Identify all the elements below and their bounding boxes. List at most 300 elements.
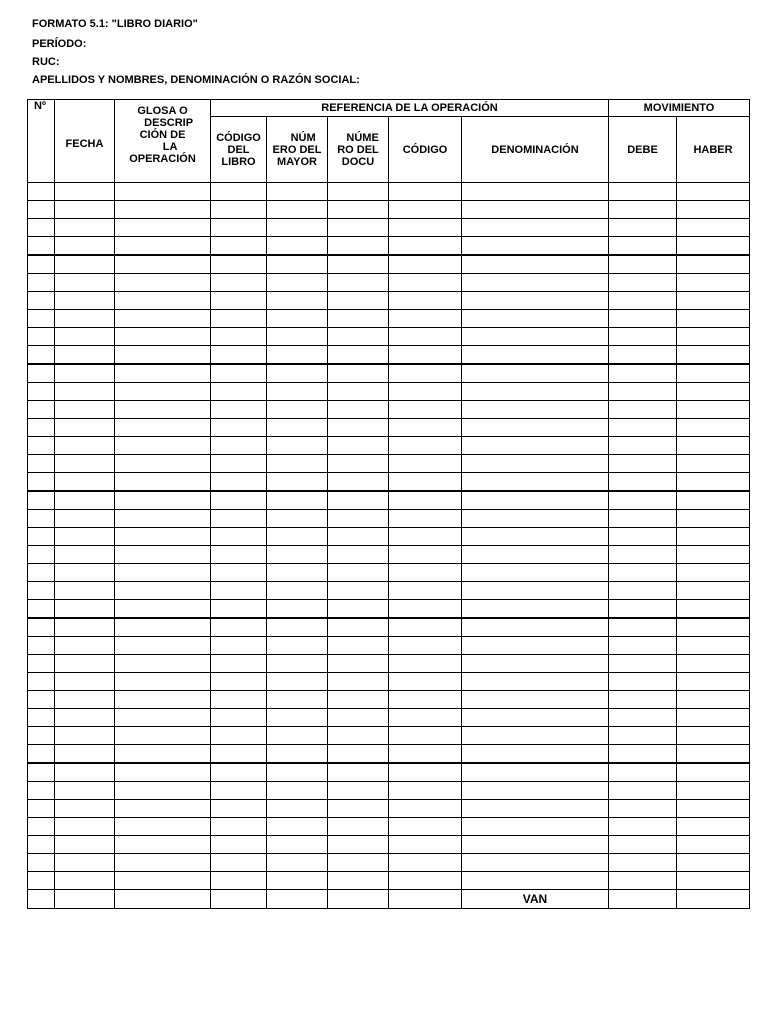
- cell-ledger-number[interactable]: [267, 564, 328, 582]
- cell-account-code[interactable]: [389, 419, 462, 437]
- cell-document-number[interactable]: [328, 691, 389, 709]
- cell-debit[interactable]: [609, 763, 677, 782]
- cell-date[interactable]: [55, 745, 115, 764]
- cell-book-code[interactable]: [211, 183, 267, 201]
- cell-ledger-number[interactable]: [267, 491, 328, 510]
- cell-account-name[interactable]: [462, 618, 609, 637]
- cell-document-number[interactable]: [328, 836, 389, 854]
- cell-account-code[interactable]: [389, 727, 462, 745]
- cell-account-name[interactable]: [462, 473, 609, 492]
- cell-ledger-number[interactable]: [267, 691, 328, 709]
- cell-account-code[interactable]: [389, 709, 462, 727]
- cell-debit[interactable]: [609, 546, 677, 564]
- cell-number[interactable]: [28, 491, 55, 510]
- cell-gloss[interactable]: [115, 219, 211, 237]
- cell-ledger-number[interactable]: [267, 709, 328, 727]
- cell-ledger-number[interactable]: [267, 255, 328, 274]
- cell-ledger-number[interactable]: [267, 745, 328, 764]
- cell-gloss[interactable]: [115, 800, 211, 818]
- cell-ledger-number[interactable]: [267, 582, 328, 600]
- cell-account-code[interactable]: [389, 401, 462, 419]
- cell-account-name[interactable]: [462, 510, 609, 528]
- cell-date[interactable]: [55, 546, 115, 564]
- cell-book-code[interactable]: [211, 836, 267, 854]
- cell-date[interactable]: [55, 473, 115, 492]
- cell-ledger-number[interactable]: [267, 637, 328, 655]
- cell-account-name[interactable]: [462, 346, 609, 365]
- cell-debit[interactable]: [609, 255, 677, 274]
- cell-account-name[interactable]: [462, 782, 609, 800]
- cell-ledger-number[interactable]: [267, 727, 328, 745]
- cell-gloss[interactable]: [115, 745, 211, 764]
- cell-account-name[interactable]: [462, 383, 609, 401]
- cell-account-code[interactable]: [389, 818, 462, 836]
- cell-book-code[interactable]: [211, 564, 267, 582]
- cell-gloss[interactable]: [115, 419, 211, 437]
- cell-account-code[interactable]: [389, 854, 462, 872]
- cell-gloss[interactable]: [115, 473, 211, 492]
- cell-book-code[interactable]: [211, 673, 267, 691]
- cell-account-code[interactable]: [389, 237, 462, 256]
- cell-gloss[interactable]: [115, 237, 211, 256]
- cell-number[interactable]: [28, 890, 55, 909]
- cell-gloss[interactable]: [115, 546, 211, 564]
- cell-debit[interactable]: [609, 582, 677, 600]
- cell-debit[interactable]: [609, 237, 677, 256]
- cell-book-code[interactable]: [211, 364, 267, 383]
- cell-date[interactable]: [55, 618, 115, 637]
- cell-credit[interactable]: [677, 292, 750, 310]
- cell-date[interactable]: [55, 691, 115, 709]
- cell-account-code[interactable]: [389, 346, 462, 365]
- cell-gloss[interactable]: [115, 328, 211, 346]
- cell-account-name[interactable]: [462, 237, 609, 256]
- cell-account-code[interactable]: [389, 836, 462, 854]
- cell-account-code[interactable]: [389, 274, 462, 292]
- cell-document-number[interactable]: [328, 274, 389, 292]
- cell-book-code[interactable]: [211, 655, 267, 673]
- cell-debit[interactable]: [609, 800, 677, 818]
- cell-number[interactable]: [28, 437, 55, 455]
- cell-number[interactable]: [28, 401, 55, 419]
- cell-document-number[interactable]: [328, 237, 389, 256]
- cell-date[interactable]: [55, 510, 115, 528]
- cell-number[interactable]: [28, 546, 55, 564]
- cell-account-code[interactable]: [389, 564, 462, 582]
- cell-number[interactable]: [28, 618, 55, 637]
- cell-ledger-number[interactable]: [267, 274, 328, 292]
- cell-document-number[interactable]: [328, 745, 389, 764]
- cell-debit[interactable]: [609, 818, 677, 836]
- cell-debit[interactable]: [609, 727, 677, 745]
- cell-document-number[interactable]: [328, 437, 389, 455]
- cell-debit[interactable]: [609, 274, 677, 292]
- cell-account-name[interactable]: [462, 691, 609, 709]
- cell-credit[interactable]: [677, 310, 750, 328]
- cell-book-code[interactable]: [211, 854, 267, 872]
- cell-number[interactable]: [28, 800, 55, 818]
- cell-date[interactable]: [55, 419, 115, 437]
- cell-debit[interactable]: [609, 709, 677, 727]
- cell-gloss[interactable]: [115, 691, 211, 709]
- cell-account-code[interactable]: [389, 872, 462, 890]
- cell-account-name[interactable]: [462, 564, 609, 582]
- cell-account-name[interactable]: [462, 655, 609, 673]
- cell-date[interactable]: [55, 800, 115, 818]
- cell-gloss[interactable]: [115, 310, 211, 328]
- cell-credit[interactable]: [677, 473, 750, 492]
- cell-document-number[interactable]: [328, 655, 389, 673]
- cell-book-code[interactable]: [211, 419, 267, 437]
- cell-gloss[interactable]: [115, 727, 211, 745]
- cell-credit[interactable]: [677, 528, 750, 546]
- cell-account-code[interactable]: [389, 763, 462, 782]
- cell-ledger-number[interactable]: [267, 673, 328, 691]
- cell-account-code[interactable]: [389, 782, 462, 800]
- cell-gloss[interactable]: [115, 637, 211, 655]
- cell-account-name[interactable]: [462, 310, 609, 328]
- cell-credit[interactable]: [677, 618, 750, 637]
- cell-date[interactable]: [55, 564, 115, 582]
- cell-account-name[interactable]: [462, 600, 609, 619]
- cell-gloss[interactable]: [115, 600, 211, 619]
- cell-credit[interactable]: [677, 890, 750, 909]
- cell-debit[interactable]: [609, 655, 677, 673]
- cell-gloss[interactable]: [115, 528, 211, 546]
- cell-date[interactable]: [55, 183, 115, 201]
- cell-ledger-number[interactable]: [267, 346, 328, 365]
- cell-gloss[interactable]: [115, 364, 211, 383]
- cell-account-name[interactable]: [462, 255, 609, 274]
- cell-number[interactable]: [28, 455, 55, 473]
- cell-ledger-number[interactable]: [267, 455, 328, 473]
- cell-account-code[interactable]: [389, 691, 462, 709]
- cell-number[interactable]: [28, 528, 55, 546]
- cell-date[interactable]: [55, 600, 115, 619]
- cell-ledger-number[interactable]: [267, 437, 328, 455]
- cell-credit[interactable]: [677, 709, 750, 727]
- cell-account-name[interactable]: [462, 673, 609, 691]
- cell-gloss[interactable]: [115, 763, 211, 782]
- cell-date[interactable]: [55, 401, 115, 419]
- cell-account-code[interactable]: [389, 582, 462, 600]
- cell-account-code[interactable]: [389, 745, 462, 764]
- cell-credit[interactable]: [677, 745, 750, 764]
- cell-document-number[interactable]: [328, 310, 389, 328]
- cell-book-code[interactable]: [211, 219, 267, 237]
- cell-gloss[interactable]: [115, 582, 211, 600]
- cell-book-code[interactable]: [211, 510, 267, 528]
- cell-number[interactable]: [28, 201, 55, 219]
- cell-date[interactable]: [55, 890, 115, 909]
- cell-book-code[interactable]: [211, 528, 267, 546]
- cell-account-name[interactable]: [462, 364, 609, 383]
- cell-ledger-number[interactable]: [267, 763, 328, 782]
- cell-date[interactable]: [55, 836, 115, 854]
- cell-gloss[interactable]: [115, 673, 211, 691]
- cell-number[interactable]: [28, 872, 55, 890]
- cell-date[interactable]: [55, 328, 115, 346]
- cell-date[interactable]: [55, 437, 115, 455]
- cell-document-number[interactable]: [328, 455, 389, 473]
- cell-ledger-number[interactable]: [267, 782, 328, 800]
- cell-account-code[interactable]: [389, 292, 462, 310]
- cell-account-name[interactable]: [462, 183, 609, 201]
- cell-ledger-number[interactable]: [267, 237, 328, 256]
- cell-debit[interactable]: [609, 510, 677, 528]
- cell-debit[interactable]: [609, 419, 677, 437]
- cell-credit[interactable]: [677, 183, 750, 201]
- cell-gloss[interactable]: [115, 782, 211, 800]
- cell-number[interactable]: [28, 328, 55, 346]
- cell-number[interactable]: [28, 183, 55, 201]
- cell-credit[interactable]: [677, 763, 750, 782]
- cell-document-number[interactable]: [328, 637, 389, 655]
- cell-account-code[interactable]: [389, 328, 462, 346]
- cell-date[interactable]: [55, 310, 115, 328]
- cell-credit[interactable]: [677, 564, 750, 582]
- cell-number[interactable]: [28, 673, 55, 691]
- cell-credit[interactable]: [677, 237, 750, 256]
- cell-date[interactable]: [55, 763, 115, 782]
- cell-account-name[interactable]: [462, 745, 609, 764]
- cell-date[interactable]: [55, 637, 115, 655]
- cell-account-code[interactable]: [389, 510, 462, 528]
- cell-document-number[interactable]: [328, 618, 389, 637]
- cell-ledger-number[interactable]: [267, 836, 328, 854]
- cell-credit[interactable]: [677, 364, 750, 383]
- cell-ledger-number[interactable]: [267, 854, 328, 872]
- cell-gloss[interactable]: [115, 709, 211, 727]
- cell-account-code[interactable]: [389, 255, 462, 274]
- cell-date[interactable]: [55, 872, 115, 890]
- cell-credit[interactable]: [677, 383, 750, 401]
- cell-debit[interactable]: [609, 219, 677, 237]
- cell-book-code[interactable]: [211, 383, 267, 401]
- cell-gloss[interactable]: [115, 183, 211, 201]
- cell-credit[interactable]: [677, 274, 750, 292]
- cell-debit[interactable]: [609, 201, 677, 219]
- cell-credit[interactable]: [677, 782, 750, 800]
- cell-credit[interactable]: [677, 818, 750, 836]
- cell-account-code[interactable]: [389, 890, 462, 909]
- cell-document-number[interactable]: [328, 564, 389, 582]
- cell-account-name[interactable]: [462, 419, 609, 437]
- cell-book-code[interactable]: [211, 455, 267, 473]
- cell-book-code[interactable]: [211, 255, 267, 274]
- cell-document-number[interactable]: [328, 528, 389, 546]
- cell-debit[interactable]: [609, 383, 677, 401]
- cell-number[interactable]: [28, 510, 55, 528]
- cell-date[interactable]: [55, 201, 115, 219]
- cell-credit[interactable]: [677, 255, 750, 274]
- cell-debit[interactable]: [609, 292, 677, 310]
- cell-account-code[interactable]: [389, 673, 462, 691]
- cell-book-code[interactable]: [211, 727, 267, 745]
- cell-number[interactable]: [28, 655, 55, 673]
- cell-credit[interactable]: [677, 219, 750, 237]
- cell-number[interactable]: [28, 310, 55, 328]
- cell-ledger-number[interactable]: [267, 473, 328, 492]
- cell-debit[interactable]: [609, 745, 677, 764]
- cell-ledger-number[interactable]: [267, 219, 328, 237]
- cell-ledger-number[interactable]: [267, 383, 328, 401]
- cell-debit[interactable]: [609, 872, 677, 890]
- cell-document-number[interactable]: [328, 219, 389, 237]
- cell-credit[interactable]: [677, 727, 750, 745]
- cell-gloss[interactable]: [115, 383, 211, 401]
- cell-account-code[interactable]: [389, 618, 462, 637]
- cell-book-code[interactable]: [211, 310, 267, 328]
- cell-gloss[interactable]: [115, 818, 211, 836]
- cell-date[interactable]: [55, 673, 115, 691]
- cell-gloss[interactable]: [115, 618, 211, 637]
- cell-ledger-number[interactable]: [267, 310, 328, 328]
- cell-gloss[interactable]: [115, 201, 211, 219]
- cell-number[interactable]: [28, 274, 55, 292]
- cell-document-number[interactable]: [328, 763, 389, 782]
- cell-gloss[interactable]: [115, 437, 211, 455]
- cell-credit[interactable]: [677, 491, 750, 510]
- cell-number[interactable]: [28, 473, 55, 492]
- cell-book-code[interactable]: [211, 437, 267, 455]
- cell-debit[interactable]: [609, 673, 677, 691]
- cell-ledger-number[interactable]: [267, 364, 328, 383]
- cell-debit[interactable]: [609, 691, 677, 709]
- cell-account-name[interactable]: [462, 818, 609, 836]
- cell-number[interactable]: [28, 600, 55, 619]
- cell-number[interactable]: [28, 818, 55, 836]
- cell-debit[interactable]: [609, 473, 677, 492]
- cell-account-name[interactable]: [462, 637, 609, 655]
- cell-debit[interactable]: [609, 364, 677, 383]
- cell-gloss[interactable]: [115, 890, 211, 909]
- cell-account-code[interactable]: [389, 637, 462, 655]
- cell-number[interactable]: [28, 854, 55, 872]
- cell-document-number[interactable]: [328, 854, 389, 872]
- cell-gloss[interactable]: [115, 491, 211, 510]
- cell-account-code[interactable]: [389, 800, 462, 818]
- cell-number[interactable]: [28, 237, 55, 256]
- cell-number[interactable]: [28, 691, 55, 709]
- cell-debit[interactable]: [609, 854, 677, 872]
- cell-book-code[interactable]: [211, 582, 267, 600]
- cell-document-number[interactable]: [328, 491, 389, 510]
- cell-date[interactable]: [55, 655, 115, 673]
- cell-gloss[interactable]: [115, 872, 211, 890]
- cell-ledger-number[interactable]: [267, 328, 328, 346]
- cell-book-code[interactable]: [211, 292, 267, 310]
- cell-ledger-number[interactable]: [267, 546, 328, 564]
- cell-number[interactable]: [28, 745, 55, 764]
- cell-document-number[interactable]: [328, 600, 389, 619]
- cell-book-code[interactable]: [211, 600, 267, 619]
- cell-document-number[interactable]: [328, 201, 389, 219]
- cell-gloss[interactable]: [115, 836, 211, 854]
- cell-book-code[interactable]: [211, 328, 267, 346]
- cell-account-code[interactable]: [389, 546, 462, 564]
- cell-credit[interactable]: [677, 419, 750, 437]
- cell-date[interactable]: [55, 274, 115, 292]
- cell-number[interactable]: [28, 219, 55, 237]
- cell-gloss[interactable]: [115, 401, 211, 419]
- cell-number[interactable]: [28, 637, 55, 655]
- cell-credit[interactable]: [677, 600, 750, 619]
- cell-book-code[interactable]: [211, 782, 267, 800]
- cell-document-number[interactable]: [328, 800, 389, 818]
- cell-account-code[interactable]: [389, 473, 462, 492]
- cell-credit[interactable]: [677, 655, 750, 673]
- cell-credit[interactable]: [677, 691, 750, 709]
- cell-date[interactable]: [55, 528, 115, 546]
- cell-number[interactable]: [28, 419, 55, 437]
- cell-date[interactable]: [55, 383, 115, 401]
- cell-ledger-number[interactable]: [267, 818, 328, 836]
- cell-book-code[interactable]: [211, 618, 267, 637]
- cell-gloss[interactable]: [115, 564, 211, 582]
- cell-account-code[interactable]: [389, 383, 462, 401]
- cell-book-code[interactable]: [211, 546, 267, 564]
- cell-debit[interactable]: [609, 890, 677, 909]
- cell-credit[interactable]: [677, 328, 750, 346]
- cell-credit[interactable]: [677, 437, 750, 455]
- cell-gloss[interactable]: [115, 854, 211, 872]
- cell-account-name[interactable]: [462, 274, 609, 292]
- cell-document-number[interactable]: [328, 890, 389, 909]
- cell-document-number[interactable]: [328, 255, 389, 274]
- cell-debit[interactable]: [609, 491, 677, 510]
- cell-debit[interactable]: [609, 564, 677, 582]
- cell-number[interactable]: [28, 763, 55, 782]
- cell-number[interactable]: [28, 582, 55, 600]
- cell-debit[interactable]: [609, 310, 677, 328]
- cell-account-code[interactable]: [389, 528, 462, 546]
- cell-book-code[interactable]: [211, 274, 267, 292]
- cell-book-code[interactable]: [211, 637, 267, 655]
- cell-debit[interactable]: [609, 836, 677, 854]
- cell-document-number[interactable]: [328, 364, 389, 383]
- cell-book-code[interactable]: [211, 691, 267, 709]
- cell-gloss[interactable]: [115, 455, 211, 473]
- cell-date[interactable]: [55, 455, 115, 473]
- cell-debit[interactable]: [609, 401, 677, 419]
- cell-date[interactable]: [55, 237, 115, 256]
- cell-account-code[interactable]: [389, 201, 462, 219]
- cell-credit[interactable]: [677, 637, 750, 655]
- cell-ledger-number[interactable]: [267, 655, 328, 673]
- cell-debit[interactable]: [609, 455, 677, 473]
- cell-number[interactable]: [28, 292, 55, 310]
- cell-number[interactable]: [28, 782, 55, 800]
- cell-account-name[interactable]: [462, 401, 609, 419]
- cell-date[interactable]: [55, 255, 115, 274]
- cell-book-code[interactable]: [211, 800, 267, 818]
- cell-credit[interactable]: [677, 854, 750, 872]
- cell-book-code[interactable]: [211, 890, 267, 909]
- cell-number[interactable]: [28, 255, 55, 274]
- cell-account-code[interactable]: [389, 491, 462, 510]
- cell-date[interactable]: [55, 818, 115, 836]
- cell-account-name[interactable]: [462, 292, 609, 310]
- cell-account-name[interactable]: [462, 582, 609, 600]
- cell-document-number[interactable]: [328, 818, 389, 836]
- cell-date[interactable]: [55, 854, 115, 872]
- cell-account-code[interactable]: [389, 655, 462, 673]
- cell-number[interactable]: [28, 364, 55, 383]
- cell-ledger-number[interactable]: [267, 292, 328, 310]
- cell-account-code[interactable]: [389, 364, 462, 383]
- cell-debit[interactable]: [609, 437, 677, 455]
